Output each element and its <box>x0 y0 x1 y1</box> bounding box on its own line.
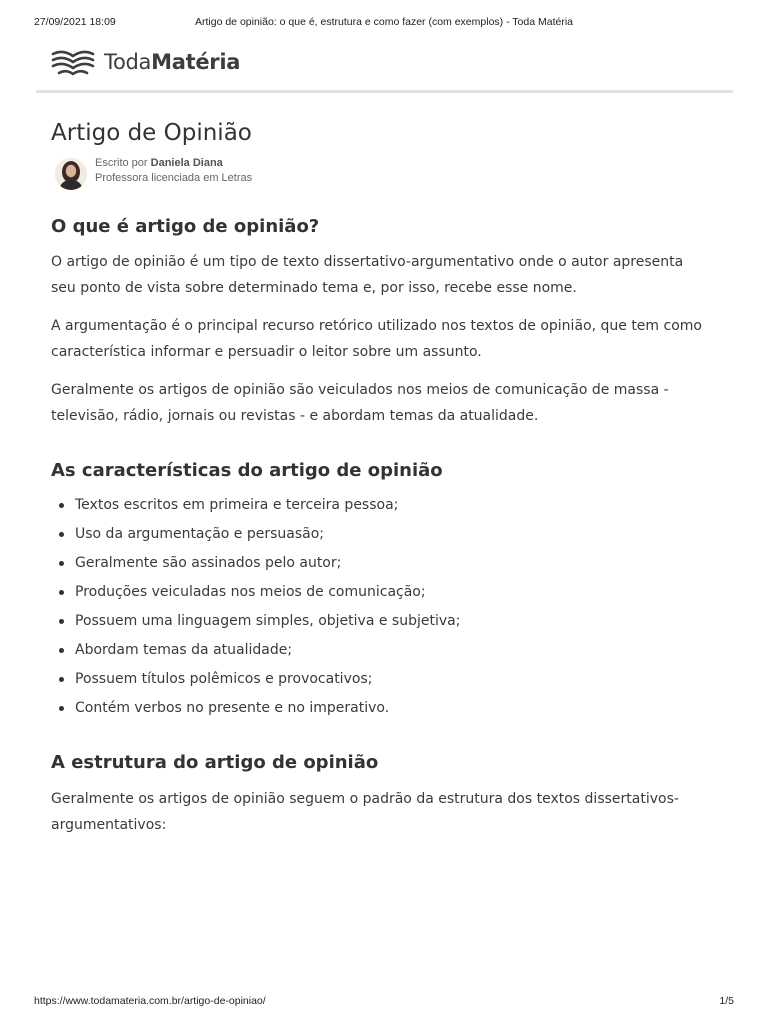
section-heading-characteristics: As características do artigo de opinião <box>51 460 443 481</box>
author-info <box>95 156 252 186</box>
logo-wordmark-part2: Matéria <box>151 50 241 74</box>
print-datetime: 27/09/2021 18:09 <box>34 16 116 28</box>
article-title: Artigo de Opinião <box>51 120 252 146</box>
list-item: Geralmente são assinados pelo autor; <box>51 553 711 582</box>
author-prefix: Escrito por <box>95 157 148 169</box>
list-item: Possuem títulos polêmicos e provocativos; <box>51 669 711 698</box>
article <box>51 116 711 838</box>
list-item: Uso da argumentação e persuasão; <box>51 524 711 553</box>
list-item: Textos escritos em primeira e terceira pessoa; <box>51 495 711 524</box>
page-number: 1/5 <box>719 995 734 1007</box>
author-role: Professora licenciada em Letras <box>95 172 253 184</box>
site-logo[interactable] <box>50 48 240 76</box>
author-portrait-icon <box>55 158 87 190</box>
logo-wordmark <box>104 50 240 74</box>
list-item: Abordam temas da atualidade; <box>51 640 711 669</box>
list-item: Contém verbos no presente e no imperativo. <box>51 698 711 727</box>
logo-wordmark-part1: Toda <box>104 50 152 74</box>
print-document-title: Artigo de opinião: o que é, estrutura e como fazer (com exemplos) - Toda Matéria <box>195 16 573 28</box>
paragraph: Geralmente os artigos de opinião seguem o padrão da estrutura dos textos dissertativos-argumentativos: <box>51 791 679 833</box>
print-footer <box>34 995 734 1009</box>
author-avatar <box>55 158 87 190</box>
section-heading-what-is: O que é artigo de opinião? <box>51 216 320 237</box>
author-box <box>55 156 711 200</box>
characteristics-list <box>51 495 711 727</box>
book-logo-icon <box>50 48 96 76</box>
list-item: Produções veiculadas nos meios de comunicação; <box>51 582 711 611</box>
site-header <box>36 44 733 93</box>
author-name[interactable]: Daniela Diana <box>150 157 223 169</box>
section-heading-structure: A estrutura do artigo de opinião <box>51 752 379 773</box>
print-url[interactable]: https://www.todamateria.com.br/artigo-de-opiniao/ <box>34 995 266 1007</box>
paragraph: A argumentação é o principal recurso retórico utilizado nos textos de opinião, que tem como característica informar e persuadir o leitor sobre um assunto. <box>51 318 702 360</box>
print-header <box>34 16 734 30</box>
paragraph: Geralmente os artigos de opinião são veiculados nos meios de comunicação de massa - televisão, rádio, jornais ou revistas - e abordam temas da atualidade. <box>51 382 669 424</box>
paragraph: O artigo de opinião é um tipo de texto dissertativo-argumentativo onde o autor apresenta seu ponto de vista sobre determinado tema e, por isso, recebe esse nome. <box>51 254 684 296</box>
list-item: Possuem uma linguagem simples, objetiva e subjetiva; <box>51 611 711 640</box>
